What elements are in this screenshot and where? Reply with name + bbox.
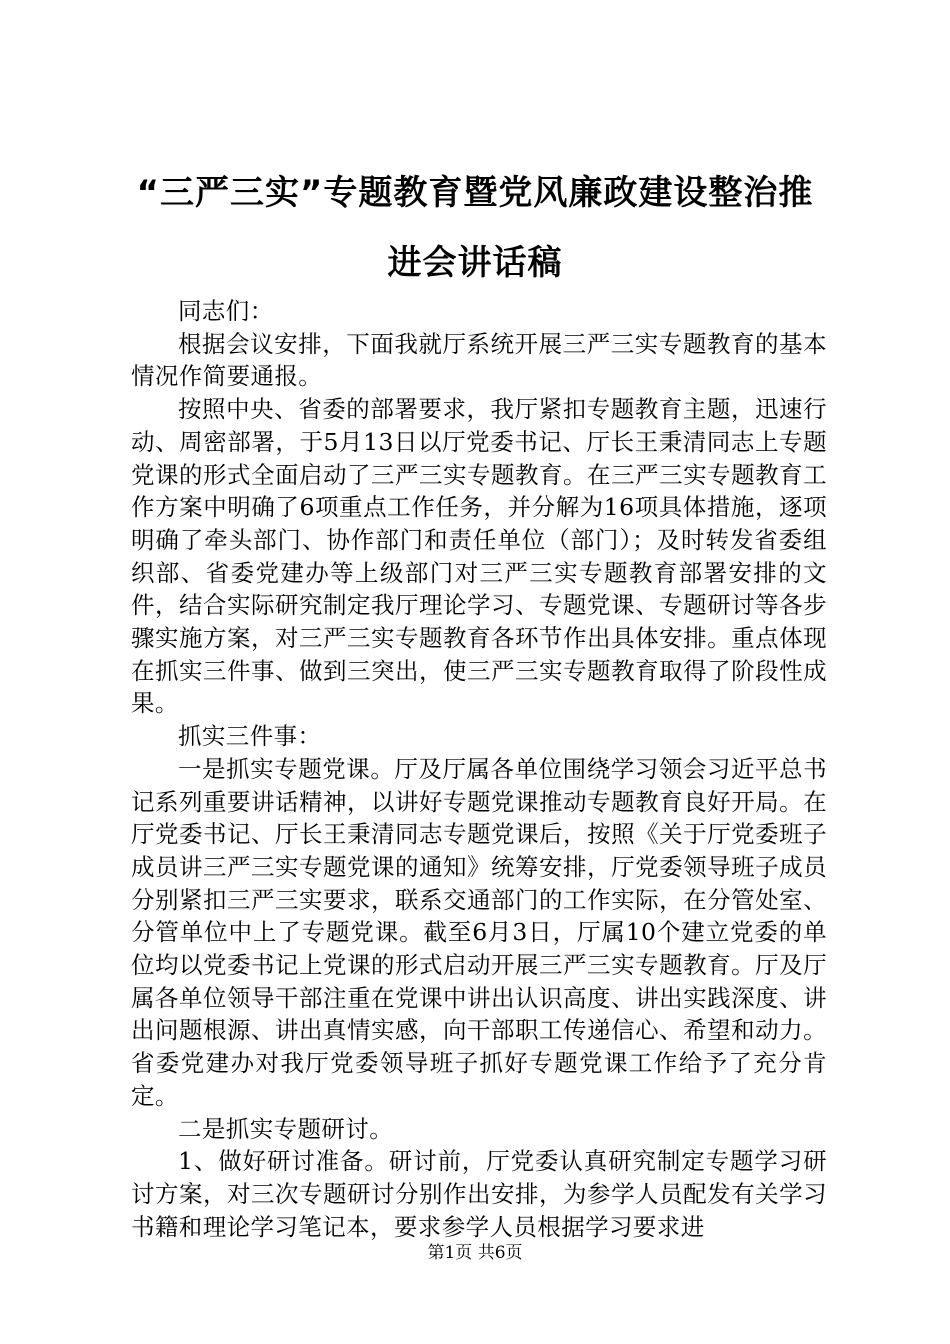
paragraph-seminar-prep: 1、做好研讨准备。研讨前，厅党委认真研究制定专题学习研讨方案，对三次专题研讨分别作出安排，为参学人员配发有关学习书籍和理论学习笔记本，要求参学人员根据学习要求进 bbox=[131, 1147, 827, 1241]
document-title: “三严三实”专题教育暨党风廉政建设整治推进会讲话稿 bbox=[136, 173, 814, 283]
paragraph-intro: 根据会议安排，下面我就厅系统开展三严三实专题教育的基本情况作简要通报。 bbox=[131, 329, 827, 391]
paragraph-heading-seminar: 二是抓实专题研讨。 bbox=[178, 1114, 394, 1143]
page-number-footer: 第1页 共6页 bbox=[427, 1243, 523, 1263]
paragraph-party-lecture: 一是抓实专题党课。厅及厅属各单位围绕学习领会习近平总书记系列重要讲话精神，以讲好专题党课推动专题教育良好开局。在厅党委书记、厅长王秉清同志专题党课后，按照《关于厅党委班子成员讲三严三实专题党课的通知》统筹安排，厅党委领导班子成员分别紧扣三严三实要求，联系交通部门的工作实际，在分管处室、分管单位中上了专题党课。截至6月3日，厅属10个建立党委的单位均以党委书记上党课的形式启动开展三严三实专题教育。厅及厅属各单位领导干部注重在党课中讲出认识高度、讲出实践深度、讲出问题根源、讲出真情实感，向干部职工传递信心、希望和动力。省委党建办对我厅党委领导班子抓好专题党课工作给予了充分肯定。 bbox=[131, 754, 827, 1110]
paragraph-heading-three-things: 抓实三件事： bbox=[178, 722, 322, 751]
document-body bbox=[131, 295, 827, 1243]
paragraph-greeting: 同志们： bbox=[178, 297, 274, 325]
paragraph-overview: 按照中央、省委的部署要求，我厅紧扣专题教育主题，迅速行动、周密部署，于5月13日以厅党委书记、厅长王秉清同志上专题党课的形式全面启动了三严三实专题教育。在三严三实专题教育工作方案中明确了6项重点工作任务，并分解为16项具体措施，逐项明确了牵头部门、协作部门和责任单位（部门）；及时转发省委组织部、省委党建办等上级部门对三严三实专题教育部署安排的文件，结合实际研究制定我厅理论学习、专题党课、专题研讨等各步骤实施方案，对三严三实专题教育各环节作出具体安排。重点体现在抓实三件事、做到三突出，使三严三实专题教育取得了阶段性成果。 bbox=[131, 395, 827, 718]
